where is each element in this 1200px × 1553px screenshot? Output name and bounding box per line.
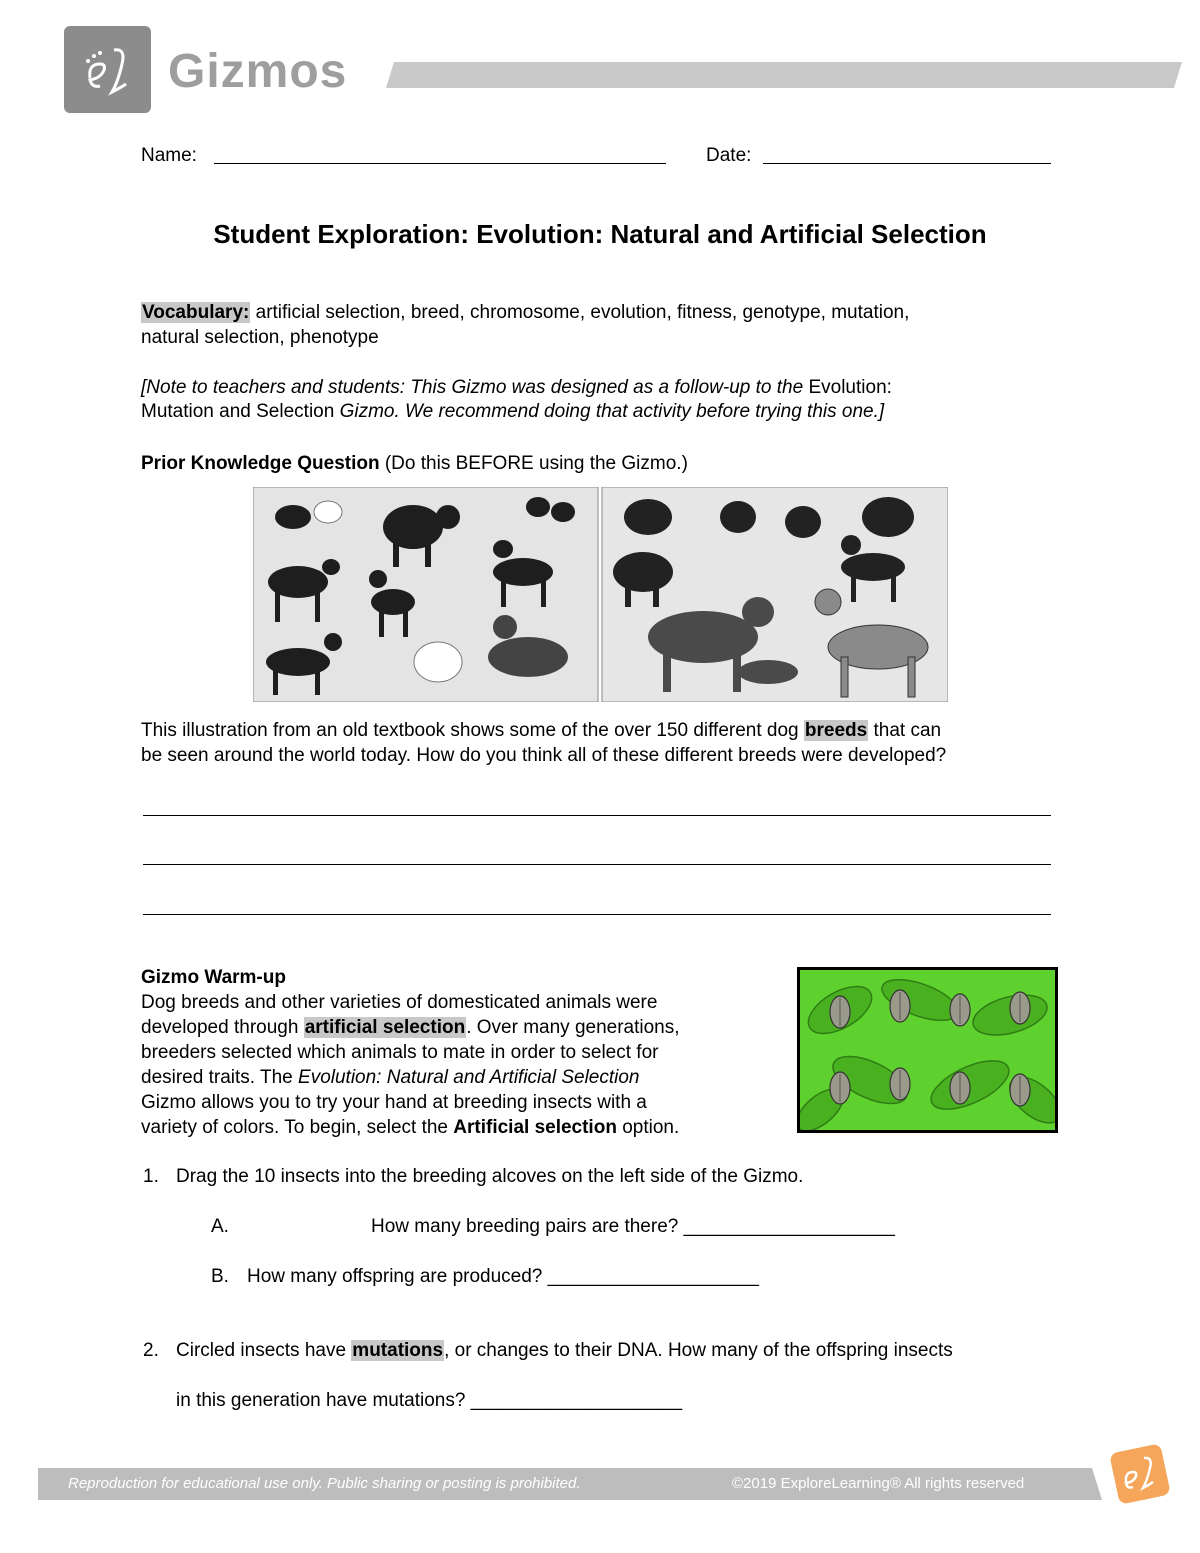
vocabulary-terms-1: artificial selection, breed, chromosome, evolution, fitness, genotype, mutation, <box>250 302 910 323</box>
question-1-text: Drag the 10 insects into the breeding alcoves on the left side of the Gizmo. <box>176 1166 804 1187</box>
name-label: Name: <box>141 145 197 166</box>
name-field <box>141 143 197 168</box>
warmup-line-2 <box>141 1015 680 1040</box>
prior-text-line-2: be seen around the world today. How do you think all of these different breeds were developed? <box>141 745 947 766</box>
note-line-1 <box>141 375 892 400</box>
note-gizmo-name-1: Evolution: <box>808 377 892 398</box>
warmup-line-6 <box>141 1115 679 1140</box>
question-1b-letter: B. <box>211 1266 229 1287</box>
prior-paren: (Do this BEFORE using the Gizmo.) <box>379 453 688 474</box>
insects-on-leaves-image <box>797 967 1058 1133</box>
prior-knowledge-heading <box>141 451 688 476</box>
note-text-1: [Note to teachers and students: This Gizmo was designed as a follow-up to the <box>141 377 809 398</box>
option-artificial-selection: Artificial selection <box>453 1117 617 1138</box>
el-logo-icon <box>64 26 151 113</box>
warmup-line-1: Dog breeds and other varieties of domesticated animals were <box>141 992 658 1013</box>
date-blank[interactable] <box>763 163 1051 164</box>
question-1a-text: How many breeding pairs are there? ____________________ <box>371 1216 895 1237</box>
date-field <box>706 143 751 168</box>
question-1a-letter: A. <box>211 1216 229 1237</box>
header-bar <box>386 62 1182 88</box>
warmup-heading: Gizmo Warm-up <box>141 967 286 988</box>
date-label: Date: <box>706 145 752 166</box>
warmup-line-3: breeders selected which animals to mate in order to select for <box>141 1042 659 1063</box>
term-breeds: breeds <box>804 720 868 741</box>
question-2-number: 2. <box>143 1340 159 1361</box>
warmup-text-2c: . Over many generations, <box>466 1017 680 1038</box>
prior-text-1c: that can <box>868 720 942 741</box>
dog-breeds-illustration <box>253 487 948 702</box>
question-2-line-2: in this generation have mutations? ____________________ <box>176 1390 683 1411</box>
question-2-text-a: Circled insects have <box>176 1340 352 1361</box>
question-1-number: 1. <box>143 1166 159 1187</box>
answer-line-1[interactable] <box>143 815 1051 816</box>
question-2-line-1 <box>176 1338 953 1363</box>
answer-line-2[interactable] <box>143 864 1051 865</box>
term-mutations: mutations <box>352 1340 444 1361</box>
warmup-text-6a: variety of colors. To begin, select the <box>141 1117 454 1138</box>
note-gizmo-name-2: Mutation and Selection <box>141 401 340 422</box>
vocabulary-label: Vocabulary: <box>142 302 250 323</box>
prior-text-line-1 <box>141 718 941 743</box>
note-text-2: Gizmo. We recommend doing that activity before trying this one.] <box>339 401 885 422</box>
vocabulary-line-2: natural selection, phenotype <box>141 327 379 348</box>
warmup-text-4a: desired traits. The <box>141 1067 299 1088</box>
warmup-line-5: Gizmo allows you to try your hand at breeding insects with a <box>141 1092 647 1113</box>
explorelearning-logo-icon <box>1104 1440 1174 1510</box>
name-blank[interactable] <box>214 163 666 164</box>
prior-heading: Prior Knowledge Question <box>141 453 380 474</box>
term-artificial-selection: artificial selection <box>304 1017 466 1038</box>
page-title: Student Exploration: Evolution: Natural and Artificial Selection <box>213 219 987 249</box>
warmup-text-6c: option. <box>616 1117 680 1138</box>
prior-text-1a: This illustration from an old textbook shows some of the over 150 different dog <box>141 720 804 741</box>
warmup-line-4 <box>141 1065 640 1090</box>
logo-box <box>64 26 151 113</box>
note-line-2 <box>141 399 884 424</box>
answer-line-3[interactable] <box>143 914 1051 915</box>
question-2-text-c: , or changes to their DNA. How many of the offspring insects <box>444 1340 953 1361</box>
question-1b-text: How many offspring are produced? ____________________ <box>247 1266 759 1287</box>
footer-disclaimer: Reproduction for educational use only. Public sharing or posting is prohibited. <box>68 1475 581 1492</box>
vocabulary-line-1 <box>141 300 909 325</box>
footer-copyright: ©2019 ExploreLearning® All rights reserved <box>732 1475 1025 1492</box>
brand-title: Gizmos <box>168 45 348 98</box>
warmup-gizmo-name: Evolution: Natural and Artificial Selection <box>298 1067 640 1088</box>
warmup-text-2a: developed through <box>141 1017 304 1038</box>
